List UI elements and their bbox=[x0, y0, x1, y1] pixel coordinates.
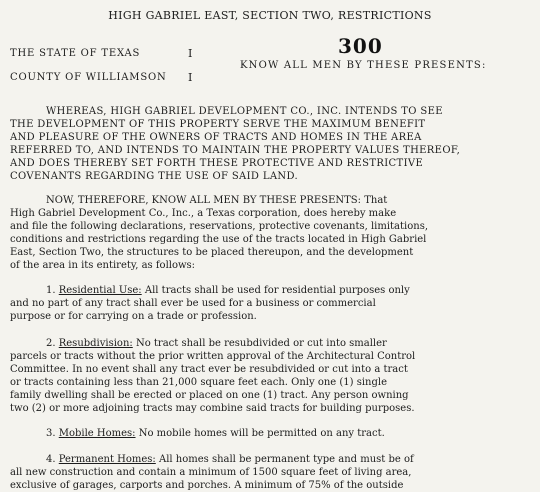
paragraph-line: all new construction and contain a minimum of 1500 square feet of living area, bbox=[10, 467, 412, 478]
section-number: 2. bbox=[46, 338, 56, 349]
paragraph-line: of the area in its entirety, as follows: bbox=[10, 260, 196, 271]
section-text: All homes shall be permanent type and must be of bbox=[158, 454, 414, 465]
whereas-paragraph bbox=[10, 105, 532, 183]
paragraph-line: AND PLEASURE OF THE OWNERS OF TRACTS AND HOMES IN THE AREA bbox=[10, 132, 422, 143]
paragraph-line: East, Section Two, the structures to be placed thereupon, and the development bbox=[10, 247, 414, 258]
paragraph-line: NOW, THEREFORE, KNOW ALL MEN BY THESE PRESENTS: That bbox=[46, 195, 388, 206]
paragraph-line: two (2) or more adjoining tracts may combine said tracts for building purposes. bbox=[10, 403, 415, 414]
paragraph-line: family dwelling shall be erected or placed on one (1) tract. Any person owning bbox=[10, 390, 409, 401]
paragraph-line: exclusive of garages, carports and porches. A minimum of 75% of the outside bbox=[10, 480, 404, 491]
paragraph-line: and file the following declarations, reservations, protective covenants, limitations, bbox=[10, 221, 429, 232]
paragraph-line: THE DEVELOPMENT OF THIS PROPERTY SERVE THE MAXIMUM BENEFIT bbox=[10, 119, 426, 130]
section-mobile-homes bbox=[10, 427, 532, 440]
paragraph-line: or tracts containing less than 21,000 square feet each. Only one (1) single bbox=[10, 377, 388, 388]
document-heading: HIGH GABRIEL EAST, SECTION TWO, RESTRICTIONS bbox=[108, 9, 432, 22]
now-therefore-paragraph bbox=[10, 194, 532, 272]
page-number: 300 bbox=[338, 34, 383, 58]
paragraph-line: parcels or tracts without the prior written approval of the Architectural Control bbox=[10, 351, 416, 362]
paragraph-line: conditions and restrictions regarding the use of the tracts located in High Gabriel bbox=[10, 234, 427, 245]
section-text: No tract shall be resubdivided or cut into smaller bbox=[135, 338, 387, 349]
section-permanent-homes bbox=[10, 453, 532, 492]
paragraph-line: COVENANTS REGARDING THE USE OF SAID LAND. bbox=[10, 171, 299, 182]
know-all-men-line: KNOW ALL MEN BY THESE PRESENTS: bbox=[240, 60, 487, 71]
paragraph-line: AND DOES THEREBY SET FORTH THESE PROTECTIVE AND RESTRICTIVE bbox=[10, 158, 424, 169]
paragraph-line: purpose or for carrying on a trade or profession. bbox=[10, 311, 257, 322]
paragraph-line: REFERRED TO, AND INTENDS TO MAINTAIN THE PROPERTY VALUES THEREOF, bbox=[10, 145, 461, 156]
section-text: All tracts shall be used for residential purposes only bbox=[144, 285, 410, 296]
paragraph-line: Committee. In no event shall any tract ever be resubdivided or cut into a tract bbox=[10, 364, 408, 375]
section-number: 3. bbox=[46, 428, 56, 439]
paragraph-line: WHEREAS, HIGH GABRIEL DEVELOPMENT CO., INC. INTENDS TO SEE bbox=[46, 106, 443, 117]
section-number: 1. bbox=[46, 285, 56, 296]
caption-bracket-1: I bbox=[188, 47, 193, 60]
paragraph-line: High Gabriel Development Co., Inc., a Texas corporation, does hereby make bbox=[10, 208, 397, 219]
section-title: Resubdivision: bbox=[58, 338, 133, 349]
section-resubdivision bbox=[10, 337, 532, 415]
section-title: Mobile Homes: bbox=[58, 428, 136, 439]
caption-state: THE STATE OF TEXAS bbox=[10, 48, 141, 59]
caption-county: COUNTY OF WILLIAMSON bbox=[10, 72, 167, 83]
section-title: Permanent Homes: bbox=[58, 454, 156, 465]
section-title: Residential Use: bbox=[58, 285, 142, 296]
section-residential-use bbox=[10, 284, 532, 323]
section-number: 4. bbox=[46, 454, 56, 465]
section-text: No mobile homes will be permitted on any tract. bbox=[138, 428, 385, 439]
paragraph-line: and no part of any tract shall ever be used for a business or commercial bbox=[10, 298, 376, 309]
caption-bracket-2: I bbox=[188, 71, 193, 84]
